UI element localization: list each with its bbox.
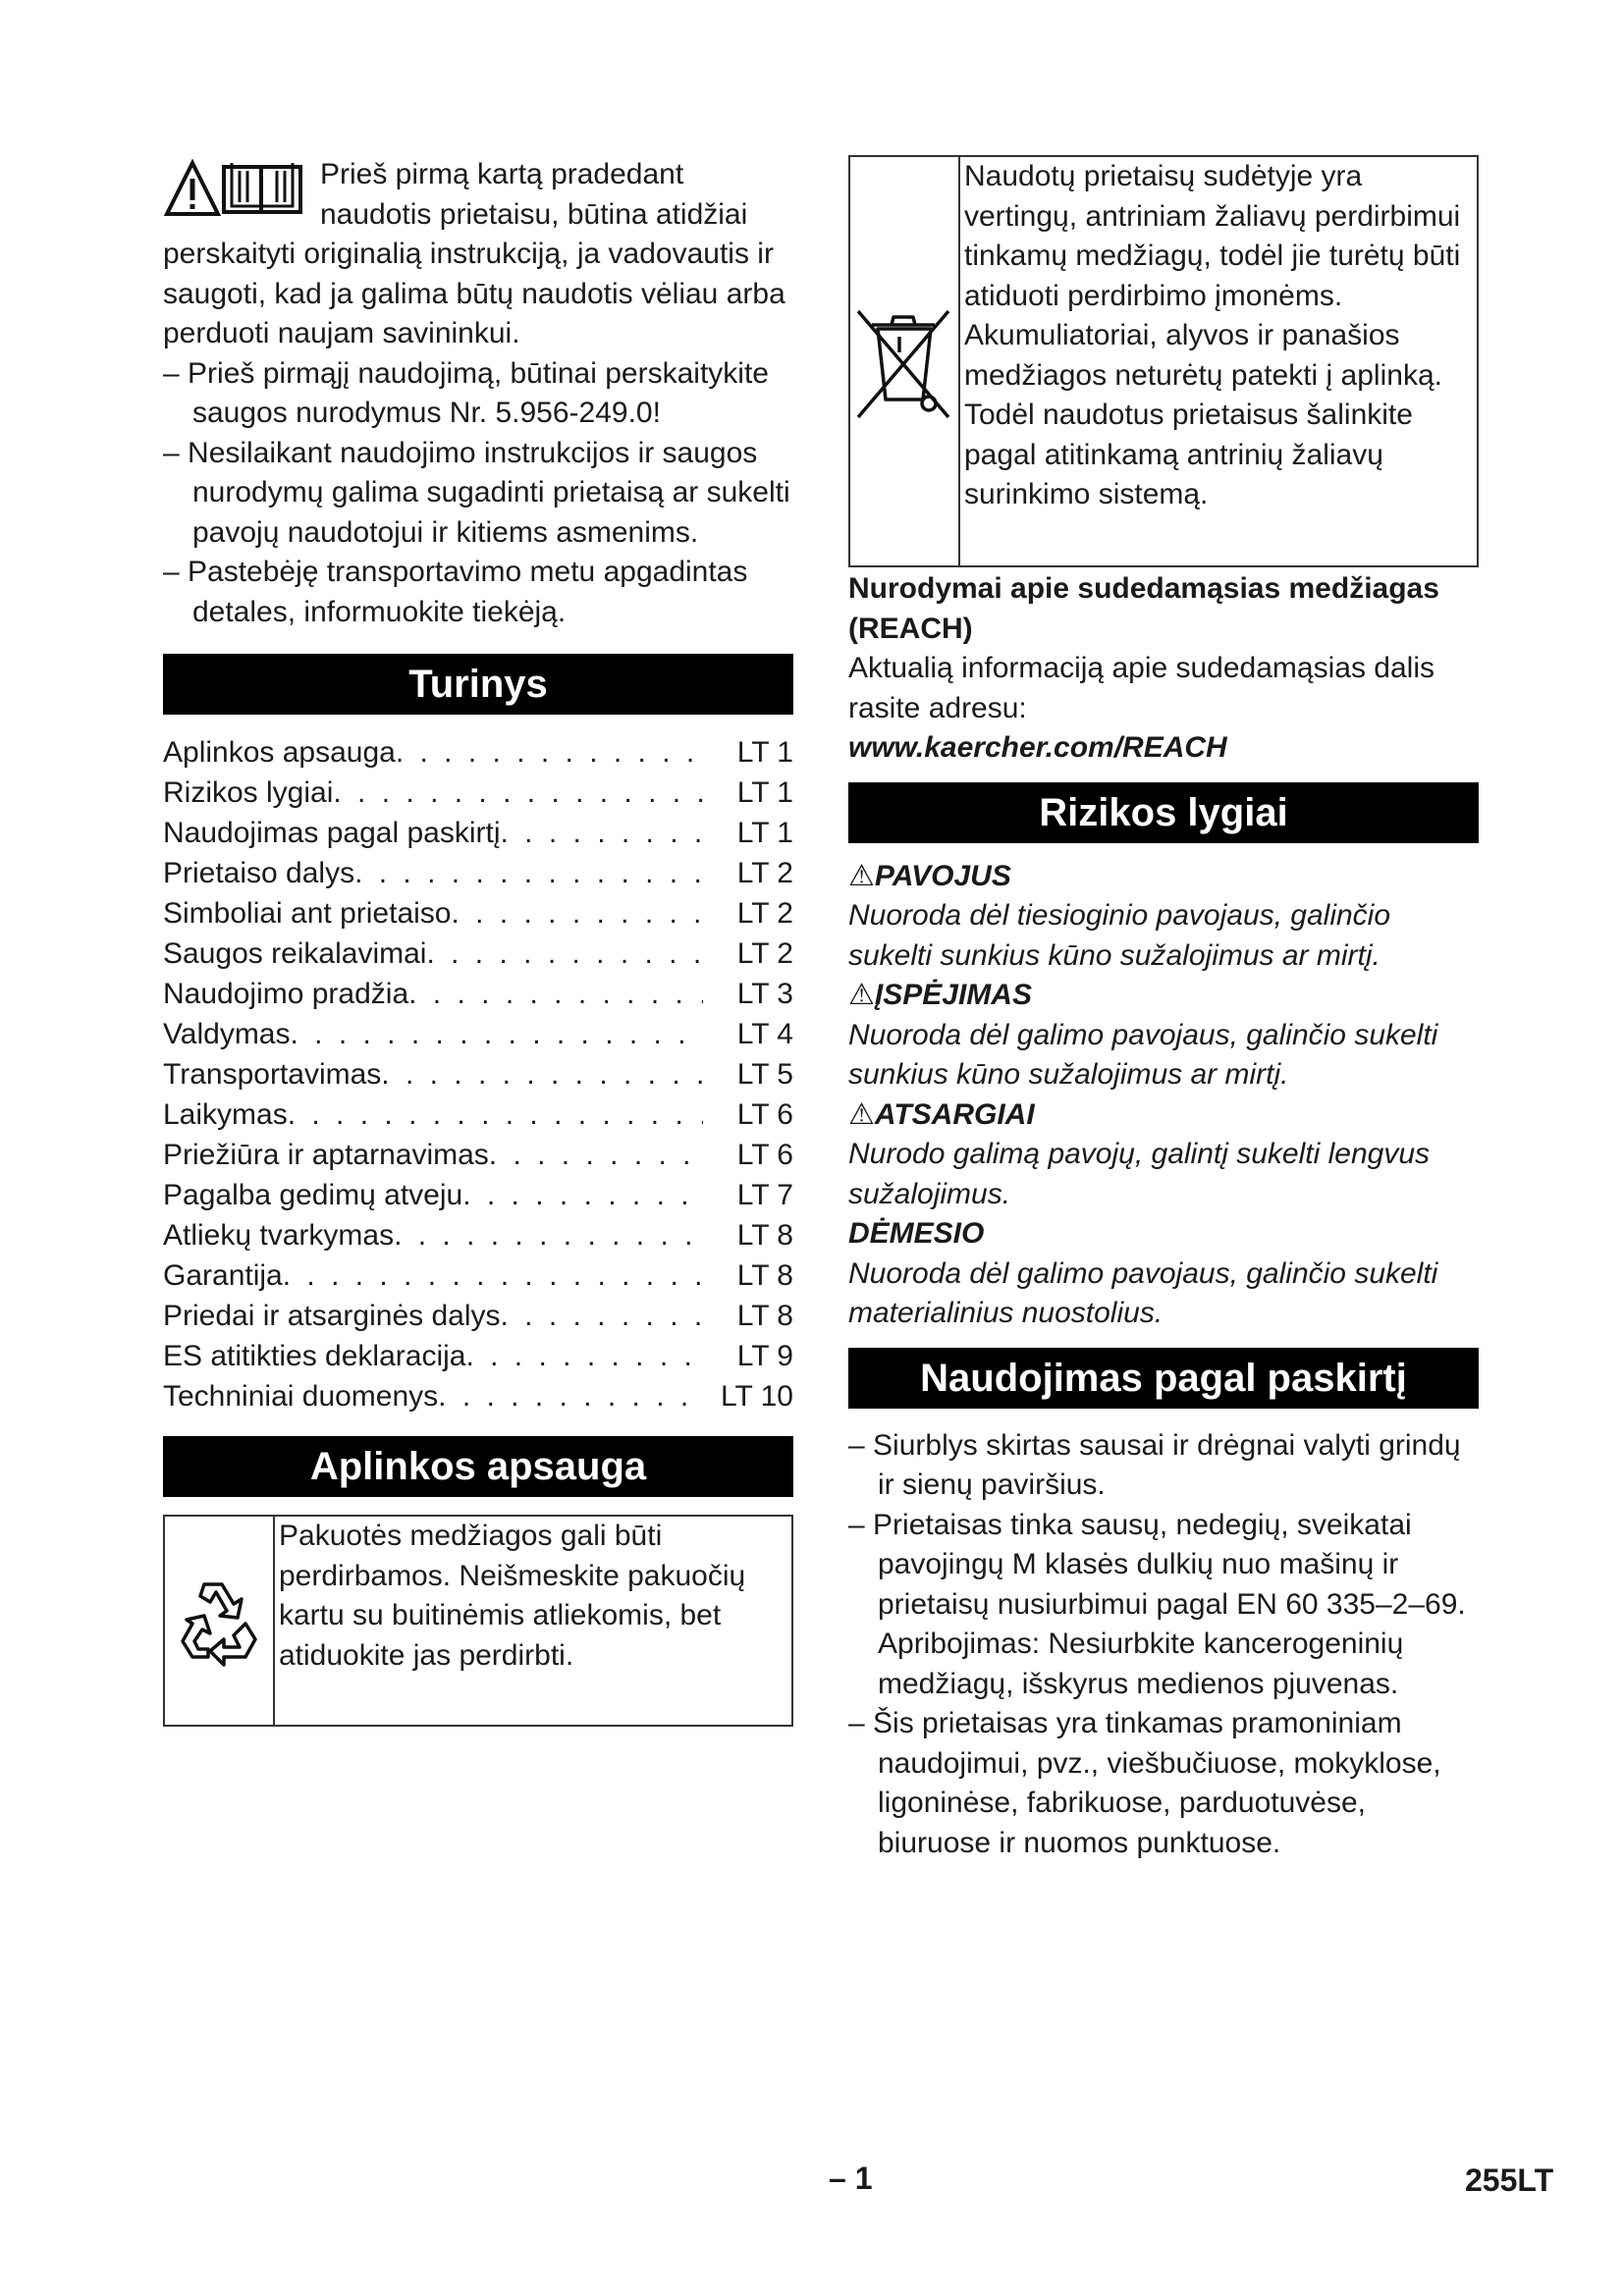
intro-list — [163, 354, 793, 633]
risk-heading: Rizikos lygiai — [848, 782, 1479, 843]
toc-entry[interactable]: Saugos reikalavimai . . . LT 2 — [163, 934, 793, 974]
toc-entry[interactable]: Transportavimas . . . LT 5 — [163, 1054, 793, 1095]
toc-heading: Turinys — [163, 654, 793, 715]
toc-entry[interactable]: Aplinkos apsauga . . . LT 1 — [163, 732, 793, 773]
usage-list — [848, 1426, 1479, 1864]
toc-entry[interactable]: Naudojimas pagal paskirtį . . . LT 1 — [163, 813, 793, 853]
toc-entry[interactable]: Atliekų tvarkymas . . . LT 8 — [163, 1215, 793, 1255]
book-icon — [224, 163, 300, 212]
recycling-box — [163, 1515, 793, 1727]
toc-entry[interactable]: Simboliai ant prietaiso . . . LT 2 — [163, 893, 793, 934]
toc-entry[interactable]: Valdymas . . . LT 4 — [163, 1014, 793, 1054]
recycling-icon — [165, 1567, 273, 1675]
toc-entry[interactable]: Priedai ir atsarginės dalys . . . LT 8 — [163, 1296, 793, 1336]
reach-text: Aktualią informaciją apie sudedamąsias dalis rasite adresu: — [848, 652, 1435, 724]
warning-book-icon — [163, 157, 310, 218]
usage-heading: Naudojimas pagal paskirtį — [848, 1348, 1479, 1409]
toc-entry[interactable]: Techniniai duomenys . . . LT 10 — [163, 1376, 793, 1416]
page-code: 255LT — [1465, 2163, 1554, 2198]
table-of-contents — [163, 732, 793, 1416]
disposal-box — [848, 155, 1479, 567]
list-item: – Nesilaikant naudojimo instrukcijos ir saugos nurodymų galima sugadinti prietaisą ar sukelti pavojų naudotojui ir kitiems asmenims. — [163, 434, 793, 554]
warning-icon: ⚠ — [848, 979, 875, 1011]
risk-level-danger — [848, 857, 1479, 977]
risk-label: PAVOJUS — [874, 859, 1011, 892]
risk-text: Nuoroda dėl tiesioginio pavojaus, galinčio sukelti sunkius kūno sužalojimus ar mirtį. — [848, 899, 1391, 972]
warning-icon — [167, 163, 218, 214]
risk-label: ĮSPĖJIMAS — [874, 979, 1032, 1011]
list-item: – Prieš pirmąjį naudojimą, būtinai perskaitykite saugos nurodymus Nr. 5.956-249.0! — [163, 354, 793, 434]
left-column — [163, 155, 793, 1727]
list-item: – Prietaisas tinka sausų, nedegių, sveikatai pavojingų M klasės dulkių nuo mašinų ir prietaisų nusiurbimui pagal EN 60 335–2–69. Apribojimas: Nesiurbkite kancerogeninių medžiagų, išskyrus medienos pjuvenas. — [848, 1506, 1479, 1705]
warning-icon: ⚠ — [848, 1097, 875, 1131]
risk-text: Nurodo galimą pavojų, galintį sukelti lengvus sužalojimus. — [848, 1138, 1431, 1210]
crossed-bin-icon — [850, 297, 958, 425]
risk-text: Nuoroda dėl galimo pavojaus, galinčio sukelti sunkius kūno sužalojimus ar mirtį. — [848, 1018, 1438, 1091]
toc-entry[interactable]: Laikymas . . . LT 6 — [163, 1095, 793, 1135]
disposal-text: Naudotų prietaisų sudėtyje yra vertingų, antriniam žaliavų perdirbimui tinkamų medžiagų, todėl jie turėtų būti atiduoti perdirbimo įmonėms. Akumuliatoriai, alyvos ir panašios medžiagos neturėtų patekti į aplinką. Todėl naudotus prietaisus šalinkite pagal atitinkamą antrinių žaliavų surinkimo sistemą. — [964, 160, 1461, 510]
toc-entry[interactable]: Naudojimo pradžia . . . LT 3 — [163, 974, 793, 1014]
risk-level-notice — [848, 1214, 1479, 1334]
intro-text: Prieš pirmą kartą pradedant naudotis prietaisu, būtina atidžiai perskaityti originalią instrukciją, ja vadovautis ir saugoti, kad ja galima būtų naudotis vėliau arba perduoti naujam savininkui. — [163, 158, 785, 349]
right-column — [848, 155, 1479, 1863]
intro-section — [163, 155, 793, 632]
list-item: – Pastebėję transportavimo metu apgadintas detales, informuokite tiekėją. — [163, 553, 793, 632]
toc-entry[interactable]: Pagalba gedimų atveju . . . LT 7 — [163, 1175, 793, 1215]
reach-title: Nurodymai apie sudedamąsias medžiagas (REACH) — [848, 572, 1439, 645]
recycling-text: Pakuotės medžiagos gali būti perdirbamos. Neišmeskite pakuočių kartu su buitinėmis atliekomis, bet atiduokite jas perdirbti. — [279, 1520, 746, 1672]
risk-label: DĖMESIO — [848, 1217, 985, 1250]
risk-label: ATSARGIAI — [874, 1097, 1035, 1131]
toc-entry[interactable]: Rizikos lygiai . . . LT 1 — [163, 773, 793, 813]
risk-text: Nuoroda dėl galimo pavojaus, galinčio sukelti materialinius nuostolius. — [848, 1256, 1438, 1329]
crossed-bin-icon-cell — [850, 157, 960, 565]
reach-url-link[interactable]: www.kaercher.com/REACH — [848, 731, 1227, 764]
toc-entry[interactable]: Garantija . . . LT 8 — [163, 1255, 793, 1296]
recycling-icon-cell — [165, 1517, 275, 1725]
page-number: – 1 — [829, 2161, 873, 2196]
environment-heading: Aplinkos apsauga — [163, 1436, 793, 1497]
risk-level-caution — [848, 1095, 1479, 1215]
toc-entry[interactable]: Prietaiso dalys . . . LT 2 — [163, 853, 793, 893]
list-item: – Šis prietaisas yra tinkamas pramoniniam naudojimui, pvz., viešbučiuose, mokyklose, ligoninėse, fabrikuose, parduotuvėse, biuruose ir nuomos punktuose. — [848, 1704, 1479, 1863]
toc-entry[interactable]: ES atitikties deklaracija . . . LT 9 — [163, 1336, 793, 1376]
toc-entry[interactable]: Priežiūra ir aptarnavimas . . . LT 6 — [163, 1135, 793, 1175]
warning-icon: ⚠ — [848, 859, 875, 892]
list-item: – Siurblys skirtas sausai ir drėgnai valyti grindų ir sienų paviršius. — [848, 1426, 1479, 1506]
risk-level-warning — [848, 976, 1479, 1095]
